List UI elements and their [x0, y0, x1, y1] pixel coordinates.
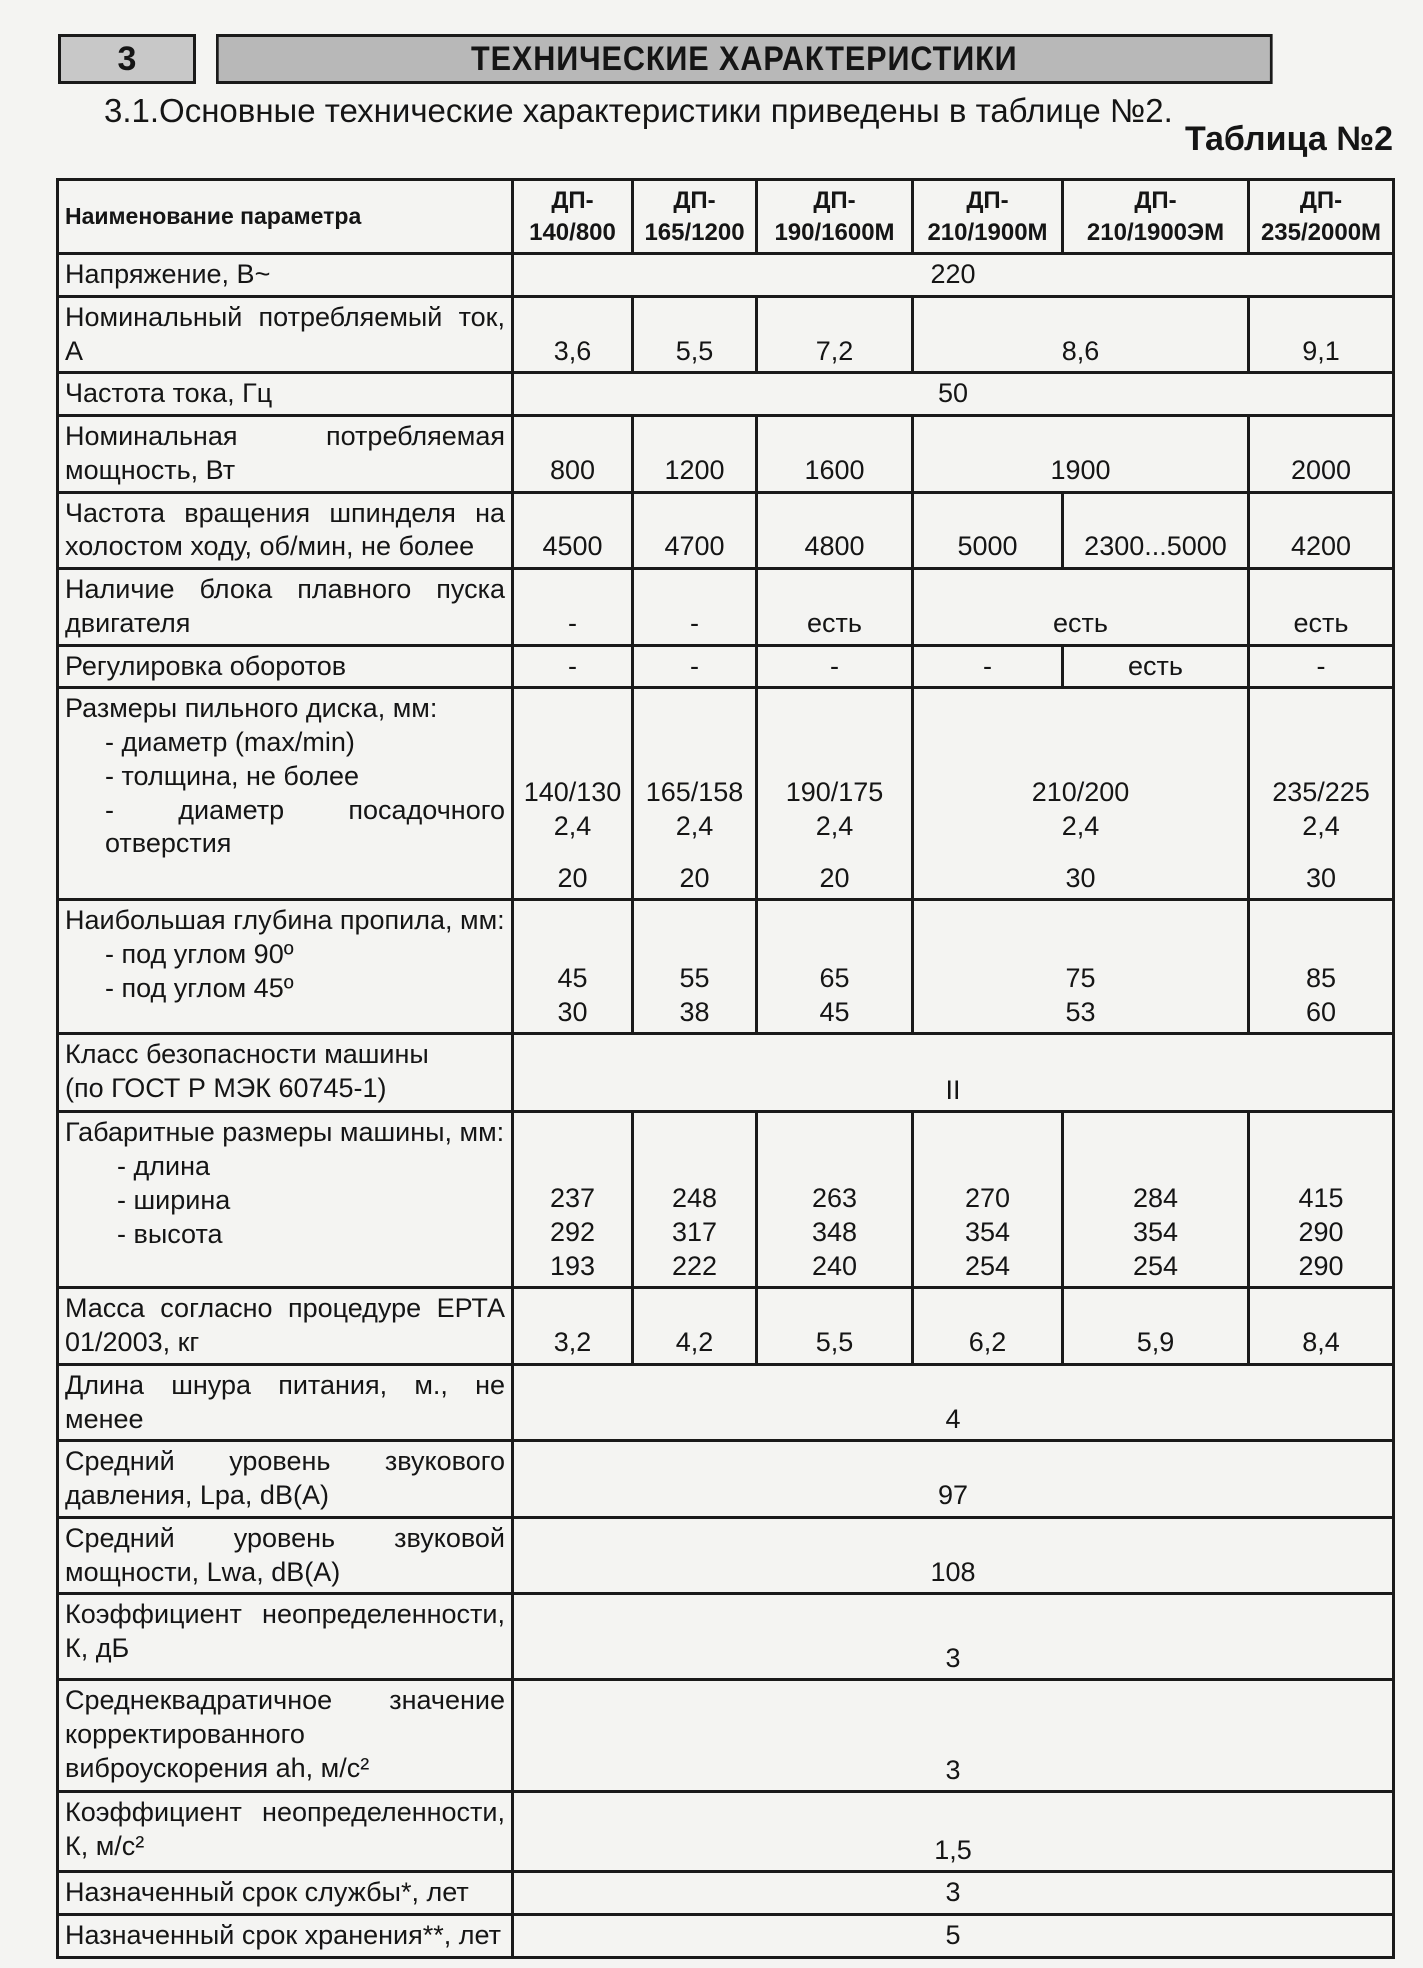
value-cell: 4500 — [513, 492, 633, 569]
param-label-main: Размеры пильного диска, мм: — [65, 693, 438, 724]
dim-length: 248 — [671, 1183, 718, 1213]
param-label-main: (по ГОСТ Р МЭК 60745-1) — [65, 1073, 387, 1103]
table-header-row — [58, 180, 1394, 254]
dim-height: 240 — [811, 1250, 858, 1281]
section-number: 3 — [58, 34, 196, 84]
param-label: Масса согласно процедуре ЕРТА 01/2003, кг — [58, 1288, 513, 1365]
depth-90: 85 — [1305, 962, 1337, 993]
table-row — [58, 1594, 1394, 1680]
dim-width: 354 — [1132, 1216, 1179, 1247]
param-label: Частота тока, Гц — [58, 373, 513, 416]
value-cell: - — [913, 645, 1063, 688]
value-cell — [1249, 1112, 1394, 1288]
value-cell — [1063, 1112, 1249, 1288]
table-row — [58, 492, 1394, 569]
disc-diameter: 190/175 — [785, 777, 884, 807]
disc-diameter: 165/158 — [645, 777, 744, 807]
value-cell — [757, 900, 913, 1034]
param-label-main: Класс безопасности машины — [65, 1039, 429, 1070]
disc-bore: 20 — [819, 862, 850, 893]
value-cell: II — [513, 1034, 1394, 1112]
model-prefix: ДП- — [1299, 187, 1343, 215]
value-cell: - — [633, 569, 757, 646]
model-code: 140/800 — [529, 218, 616, 246]
value-cell — [757, 688, 913, 900]
value-cell: 220 — [513, 254, 1394, 297]
value-cell: 800 — [513, 416, 633, 493]
value-cell — [913, 900, 1249, 1034]
intro-text: 3.1.Основные технические характеристики приведены в таблице №2. — [104, 92, 1173, 129]
value-cell: 108 — [513, 1517, 1394, 1594]
disc-thickness: 2,4 — [1061, 810, 1100, 841]
dim-height: 222 — [671, 1250, 718, 1281]
param-label-main: Наибольшая глубина пропила, мм: — [65, 905, 505, 936]
model-code: 210/1900М — [927, 218, 1048, 246]
dim-length: 270 — [964, 1183, 1011, 1213]
table-row — [58, 1364, 1394, 1441]
value-cell: 2000 — [1249, 416, 1394, 493]
disc-bore: 30 — [1065, 862, 1096, 893]
table-row — [58, 569, 1394, 646]
table-row — [58, 1288, 1394, 1365]
model-header — [633, 180, 757, 254]
depth-90: 55 — [679, 962, 710, 993]
disc-thickness: 2,4 — [1302, 810, 1340, 841]
param-sublabel: - высота — [117, 1218, 223, 1249]
value-cell: 5 — [513, 1915, 1394, 1958]
dim-length: 237 — [549, 1183, 596, 1213]
value-cell: 7,2 — [757, 296, 913, 373]
table-row — [58, 1680, 1394, 1792]
value-cell: - — [513, 569, 633, 646]
value-cell: - — [1249, 645, 1394, 688]
dim-width: 354 — [964, 1216, 1011, 1247]
param-label — [58, 1112, 513, 1288]
table-row — [58, 373, 1394, 416]
depth-45: 30 — [557, 996, 588, 1027]
depth-45: 45 — [819, 996, 850, 1027]
value-cell — [913, 688, 1249, 900]
table-row — [58, 1872, 1394, 1915]
param-label: Назначенный срок службы*, лет — [58, 1872, 513, 1915]
table-row — [58, 1034, 1394, 1112]
value-cell: 1900 — [913, 416, 1249, 493]
value-cell: 3 — [513, 1680, 1394, 1792]
value-cell: 8,4 — [1249, 1288, 1394, 1365]
disc-bore: 20 — [557, 862, 588, 893]
dim-height: 254 — [964, 1250, 1011, 1281]
model-prefix: ДП- — [673, 187, 716, 215]
value-cell: 4,2 — [633, 1288, 757, 1365]
value-cell: 50 — [513, 373, 1394, 416]
model-code: 210/1900ЭМ — [1086, 218, 1225, 246]
dim-width: 348 — [811, 1216, 858, 1247]
param-label: Регулировка оборотов — [58, 645, 513, 688]
depth-90: 45 — [557, 962, 588, 993]
model-code: 190/1600М — [774, 218, 895, 246]
disc-diameter: 140/130 — [523, 777, 622, 807]
param-label — [58, 900, 513, 1034]
table-row — [58, 1112, 1394, 1288]
value-cell: 4800 — [757, 492, 913, 569]
param-sublabel: - ширина — [117, 1184, 231, 1215]
dim-width: 292 — [549, 1216, 596, 1247]
model-header — [757, 180, 913, 254]
value-cell — [513, 1112, 633, 1288]
model-prefix: ДП- — [1134, 187, 1177, 215]
value-cell: есть — [1063, 645, 1249, 688]
value-cell — [757, 1112, 913, 1288]
value-cell: 4700 — [633, 492, 757, 569]
table-row — [58, 900, 1394, 1034]
table-row — [58, 296, 1394, 373]
disc-thickness: 2,4 — [675, 810, 714, 841]
param-sublabel: - диаметр посадочного отверстия — [105, 794, 505, 859]
param-label — [58, 1034, 513, 1112]
param-label: Длина шнура питания, м., не менее — [58, 1364, 513, 1441]
value-cell: 5,5 — [757, 1288, 913, 1365]
disc-diameter: 210/200 — [1031, 777, 1130, 807]
value-cell: 3 — [513, 1594, 1394, 1680]
param-sublabel: - диаметр (max/min) — [105, 727, 355, 757]
param-label: Коэффициент неопределенности, К, дБ — [58, 1594, 513, 1680]
disc-thickness: 2,4 — [815, 810, 854, 841]
value-cell: 3 — [513, 1872, 1394, 1915]
param-label: Наличие блока плавного пуска двигателя — [58, 569, 513, 646]
depth-45: 53 — [1065, 996, 1096, 1027]
param-label: Номинальная потребляемая мощность, Вт — [58, 416, 513, 493]
dim-width: 290 — [1298, 1216, 1344, 1247]
model-header — [513, 180, 633, 254]
value-cell — [513, 900, 633, 1034]
value-cell: есть — [913, 569, 1249, 646]
value-cell: есть — [757, 569, 913, 646]
value-cell: - — [633, 645, 757, 688]
param-label: Средний уровень звуковой мощности, Lwa, dB(A) — [58, 1517, 513, 1594]
specs-table — [56, 178, 1395, 1959]
value-cell: есть — [1249, 569, 1394, 646]
value-cell — [913, 1112, 1063, 1288]
value-cell: 4 — [513, 1364, 1394, 1441]
model-header — [1063, 180, 1249, 254]
value-cell: 5,5 — [633, 296, 757, 373]
model-code: 165/1200 — [644, 218, 745, 246]
table-row — [58, 688, 1394, 900]
table-row — [58, 1517, 1394, 1594]
param-sublabel: - толщина, не более — [105, 760, 360, 791]
section-title: ТЕХНИЧЕСКИЕ ХАРАКТЕРИСТИКИ — [216, 34, 1273, 84]
param-label: Среднеквадратичное значение корректированного виброускорения ah, м/с² — [58, 1680, 513, 1792]
param-label: Номинальный потребляемый ток, А — [58, 296, 513, 373]
param-label: Назначенный срок хранения**, лет — [58, 1915, 513, 1958]
value-cell: 9,1 — [1249, 296, 1394, 373]
value-cell: 97 — [513, 1441, 1394, 1518]
depth-90: 65 — [819, 962, 850, 993]
table-row — [58, 1792, 1394, 1872]
value-cell — [633, 688, 757, 900]
disc-bore: 30 — [1305, 862, 1337, 893]
model-prefix: ДП- — [813, 187, 856, 215]
param-label — [58, 688, 513, 900]
dim-height: 193 — [549, 1250, 596, 1281]
table-row — [58, 1915, 1394, 1958]
disc-diameter: 235/225 — [1272, 777, 1370, 807]
depth-45: 60 — [1305, 996, 1337, 1027]
param-label: Частота вращения шпинделя на холостом ходу, об/мин, не более — [58, 492, 513, 569]
model-header — [1249, 180, 1394, 254]
dim-length: 263 — [811, 1183, 858, 1213]
dim-length: 284 — [1132, 1183, 1179, 1213]
value-cell: - — [513, 645, 633, 688]
dim-length: 415 — [1298, 1183, 1344, 1213]
value-cell: 4200 — [1249, 492, 1394, 569]
table-row — [58, 416, 1394, 493]
value-cell: 5,9 — [1063, 1288, 1249, 1365]
table-caption: Таблица №2 — [1185, 120, 1393, 158]
param-label-main: Габаритные размеры машины, мм: — [65, 1117, 505, 1148]
model-prefix: ДП- — [966, 187, 1009, 215]
depth-45: 38 — [679, 996, 710, 1027]
value-cell — [513, 688, 633, 900]
param-label: Средний уровень звукового давления, Lpa, dB(A) — [58, 1441, 513, 1518]
value-cell — [633, 900, 757, 1034]
param-label: Коэффициент неопределенности, К, м/с² — [58, 1792, 513, 1872]
disc-bore: 20 — [679, 862, 710, 893]
value-cell: 1,5 — [513, 1792, 1394, 1872]
value-cell: 5000 — [913, 492, 1063, 569]
table-row — [58, 1441, 1394, 1518]
value-cell — [1249, 688, 1394, 900]
param-label: Напряжение, В~ — [58, 254, 513, 297]
value-cell: 6,2 — [913, 1288, 1063, 1365]
table-row — [58, 645, 1394, 688]
model-header — [913, 180, 1063, 254]
value-cell — [1249, 900, 1394, 1034]
value-cell: 1200 — [633, 416, 757, 493]
value-cell: 3,2 — [513, 1288, 633, 1365]
param-sublabel: - длина — [117, 1151, 211, 1181]
table-row — [58, 254, 1394, 297]
param-sublabel: - под углом 90º — [105, 939, 294, 969]
value-cell: - — [757, 645, 913, 688]
value-cell: 3,6 — [513, 296, 633, 373]
depth-90: 75 — [1065, 962, 1096, 993]
model-code: 235/2000М — [1260, 218, 1382, 246]
value-cell: 2300...5000 — [1063, 492, 1249, 569]
dim-width: 317 — [671, 1216, 718, 1247]
value-cell — [633, 1112, 757, 1288]
value-cell: 8,6 — [913, 296, 1249, 373]
model-prefix: ДП- — [551, 187, 594, 215]
value-cell: 1600 — [757, 416, 913, 493]
disc-thickness: 2,4 — [553, 810, 592, 841]
param-sublabel: - под углом 45º — [105, 972, 294, 1003]
dim-height: 290 — [1298, 1250, 1344, 1281]
dim-height: 254 — [1132, 1250, 1179, 1281]
param-header: Наименование параметра — [58, 180, 513, 254]
